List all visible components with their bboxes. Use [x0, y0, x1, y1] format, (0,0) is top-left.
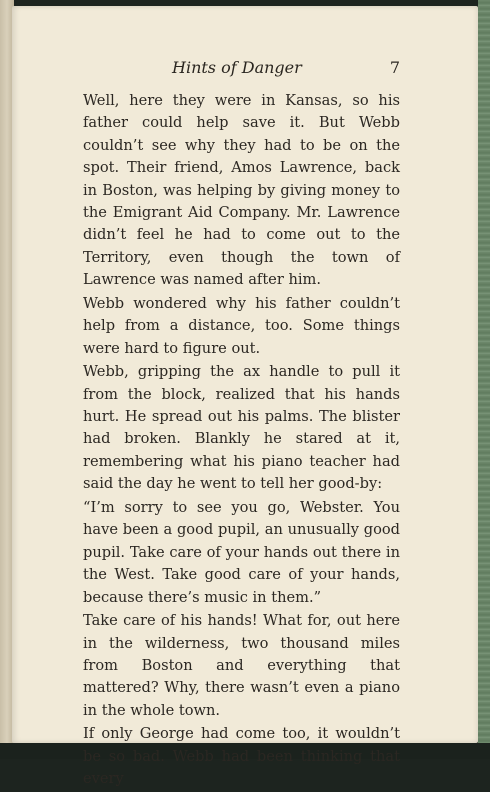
paragraph: Webb, gripping the ax handle to pull it from the block, realized that his hands hurt. He spread out his palms. The blister had broken. Blankly he stared at it, remembering what his piano teacher had said the day he went to tell her good-by: [83, 363, 400, 493]
paragraph: Well, here they were in Kansas, so his father could help save it. But Webb couldn’t see why they had to be on the spot. Their friend, Amos Lawrence, back in Boston, was helping by giving money to the Emigrant Aid Company. Mr. Lawrence didn’t feel he had to come out to the Territory, even though the town of Lawrence was named after him. [83, 92, 400, 289]
paragraph: Webb wondered why his father couldn’t help from a distance, too. Some things were hard to figure out. [83, 294, 400, 357]
cover-board-edge [478, 0, 490, 759]
page-number: 7 [389, 58, 400, 77]
body-text [83, 90, 400, 792]
paragraph: If only George had come too, it wouldn’t be so bad. Webb had been thinking that every [83, 725, 400, 788]
paragraph: Take care of his hands! What for, out here in the wilderness, two thousand miles from Boston and everything that mattered? Why, there wasn’t even a piano in the whole town. [83, 612, 400, 719]
page-header [60, 58, 400, 80]
paragraph: “I’m sorry to see you go, Webster. You have been a good pupil, an unusually good pupil. Take care of your hands out there in the West. Take good care of your hands, because there’s music in them.” [83, 498, 400, 606]
running-title: Hints of Danger [172, 58, 302, 77]
